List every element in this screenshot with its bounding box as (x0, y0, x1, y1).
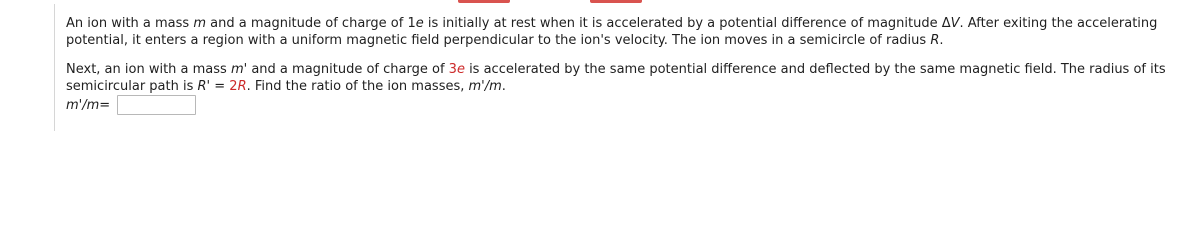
potential-symbol: V (950, 16, 960, 31)
text-segment: . Find the ratio of the ion masses, (246, 79, 469, 94)
charge-multiplier-value (449, 62, 465, 77)
charge-symbol: e (456, 62, 465, 77)
radius-symbol: R (930, 33, 940, 48)
text-segment: Next, an ion with a mass (66, 62, 231, 77)
text-segment: = (210, 79, 230, 94)
problem-paragraph-2 (66, 61, 1190, 95)
text-segment: . (939, 33, 944, 48)
problem-text (66, 15, 1190, 95)
top-tab-accent-left (458, 0, 510, 3)
charge-symbol: e (415, 16, 424, 31)
answer-row (66, 94, 196, 116)
radius-symbol: R (237, 79, 247, 94)
text-segment: and a magnitude of charge of (247, 62, 449, 77)
problem-paragraph-1 (66, 15, 1190, 49)
charge-multiplier-number: 3 (448, 62, 457, 77)
text-segment: and a magnitude of charge of 1 (206, 16, 416, 31)
mass-symbol: m (193, 16, 206, 31)
answer-label: m'/m (66, 97, 100, 113)
mass-prime-symbol: m' (230, 62, 248, 77)
radius-multiplier-number: 2 (229, 79, 238, 94)
text-segment: is initially at rest when it is accelerated by a potential difference of magnitude Δ (423, 16, 951, 31)
text-segment: . After exiting the accelerating potential, it enters a region with a uniform magnetic field perpendicular to the ion's velocity. The ion moves in a semicircle of radius (66, 16, 1158, 48)
radius-prime-symbol: R' (197, 79, 211, 94)
top-tab-accent-right (590, 0, 642, 3)
left-divider (54, 4, 55, 131)
mass-ratio-symbol: m'/m (468, 79, 502, 94)
text-segment: An ion with a mass (66, 16, 194, 31)
text-segment: is accelerated by the same potential difference and deflected by the same magnetic field. The radius of its semicircular path is (66, 62, 1166, 94)
radius-multiplier-value (229, 79, 246, 94)
answer-equals: = (99, 97, 111, 113)
text-segment: . (501, 79, 506, 94)
mass-ratio-answer-input[interactable] (117, 95, 196, 115)
